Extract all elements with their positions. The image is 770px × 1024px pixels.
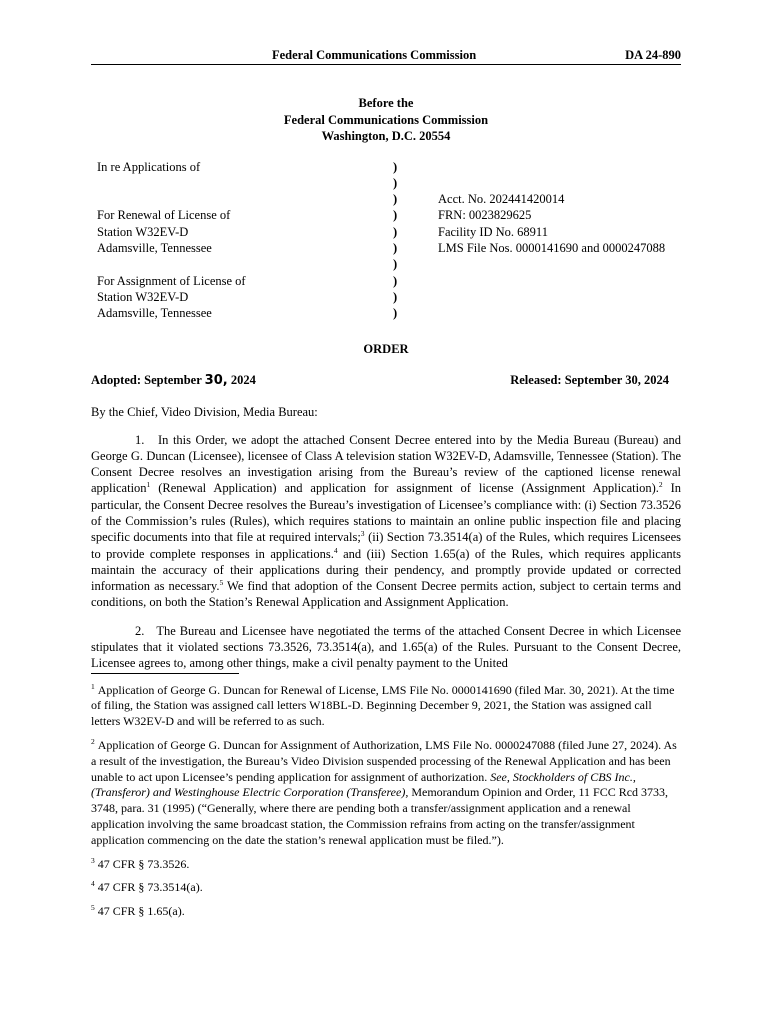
caption-left-line <box>97 256 246 272</box>
paragraph-text: and (iii) Section 1.65(a) of the Rules, which requires applicants maintain the accuracy of their applications during their pendency, and promptly provide updated or corrected information as necessary. <box>91 546 681 594</box>
caption-paren: ) <box>393 289 398 304</box>
footnote-ref[interactable]: 2 <box>658 480 663 490</box>
title-line-1: Before the <box>358 96 414 110</box>
title-line-2: Federal Communications Commission <box>283 112 489 127</box>
paragraph-1 <box>91 432 681 611</box>
footnote-text: Application of George G. Duncan for Renewal of License, LMS File No. 0000141690 (filed Mar. 30, 2021). At the time of filing, the Station was assigned call letters W18BL-D. Beginning December 9, 2021, the Station was assigned call letters W32EV-D and will be referred to as such. <box>91 682 675 729</box>
caption-left-line <box>97 175 246 191</box>
footnote-citation: See, Stockholders of CBS Inc., (Transferor) and Westinghouse Electric Corporation (Transferee), <box>91 769 636 800</box>
footnote-3 <box>91 857 681 873</box>
caption-paren: ) <box>393 175 398 190</box>
footnote-ref[interactable]: 3 <box>360 529 365 539</box>
paragraph-2 <box>91 623 681 672</box>
paragraph-number: 1. <box>135 432 145 447</box>
caption-left-line: Adamsville, Tennessee <box>97 240 212 255</box>
order-title: ORDER <box>363 341 409 356</box>
paragraph-text: We find that adoption of the Consent Decree permits action, subject to certain terms and conditions, on both the Station’s Renewal Application and Assignment Application. <box>91 579 681 610</box>
caption-paren: ) <box>393 224 398 239</box>
footnote-mark: 4 <box>91 879 95 889</box>
footnote-ref[interactable]: 4 <box>333 545 338 555</box>
footnote-mark: 1 <box>91 681 95 691</box>
caption-left-line: Station W32EV-D <box>97 224 189 239</box>
adopted-date <box>91 373 256 388</box>
footnote-ref[interactable]: 1 <box>146 480 151 490</box>
caption-paren: ) <box>393 306 398 321</box>
footnote-1 <box>91 683 681 730</box>
dates-row <box>91 373 681 391</box>
adopted-label: Adopted: September <box>91 372 205 387</box>
footnote-mark: 3 <box>91 855 95 865</box>
adopted-year: 2024 <box>227 372 256 387</box>
caption-left-line: Adamsville, Tennessee <box>97 306 212 321</box>
caption-left-line: Station W32EV-D <box>97 289 189 304</box>
header-doc-number: DA 24-890 <box>625 48 681 62</box>
paragraph-text: (ii) Section 73.3514(a) of the Rules, which requires Licensees to provide complete responses in applications. <box>91 530 681 561</box>
caption-paren: ) <box>393 192 398 207</box>
adopted-day: 30, <box>204 372 228 388</box>
caption-paren: ) <box>393 257 398 272</box>
by-line: By the Chief, Video Division, Media Bureau: <box>91 404 318 419</box>
title-line-3: Washington, D.C. 20554 <box>321 129 451 143</box>
released-date: Released: September 30, 2024 <box>510 372 669 387</box>
page-header <box>91 46 681 65</box>
caption-left-line: In re Applications of <box>97 159 201 174</box>
footnote-text: Application of George G. Duncan for Assignment of Authorization, LMS File No. 0000247088 (filed June 27, 2024). As a result of the investigation, the Bureau’s Video Division suspended processing of the Renewal Application and has been unable to act upon Licensee’s pending application for assignment of authorization. <box>91 738 677 784</box>
paragraph-text: (Renewal Application) and application for assignment of license (Assignment Application). <box>150 481 659 496</box>
facility-id: Facility ID No. 68911 <box>438 224 548 239</box>
lms-file-numbers: LMS File Nos. 0000141690 and 0000247088 <box>438 240 666 255</box>
caption-paren: ) <box>393 208 398 223</box>
header-agency: Federal Communications Commission <box>272 48 477 62</box>
footnote-5 <box>91 904 681 920</box>
paragraph-text: The Bureau and Licensee have negotiated the terms of the attached Consent Decree in which Licensee stipulates that it violated sections 73.3526, 73.3514(a), and 1.65(a) of the Rules. Pursuant to the Consent Decree, Licensee agrees to, among other things, make a civil penalty payment to the United <box>91 623 682 671</box>
account-number: Acct. No. 202441420014 <box>438 192 565 207</box>
paragraph-text: In this Order, we adopt the attached Consent Decree entered into by the Media Bureau (Bureau) and George G. Duncan (Licensee), licensee of Class A television station W32EV-D, Adamsville, Tennessee (Station). The Consent Decree resolves an investigation arising from the Bureau’s review of the captioned license renewal application <box>91 432 681 496</box>
footnote-text: Memorandum Opinion and Order, 11 FCC Rcd 3733, 3748, para. 31 (1995) (“Generally, where there are pending both a transfer/assignment application and a renewal application involving the same broadcast station, the Commission refrains from acting on the transfer/assignment application commencing on the date the station’s renewal application must be filed.”). <box>91 785 669 847</box>
footnote-4 <box>91 880 681 896</box>
paragraph-number: 2. <box>135 623 145 638</box>
footnote-text: 47 CFR § 73.3514(a). <box>97 880 203 895</box>
footnotes <box>91 683 681 920</box>
footnote-text: 47 CFR § 1.65(a). <box>97 904 185 919</box>
footnote-text: 47 CFR § 73.3526. <box>97 856 190 871</box>
footnote-ref[interactable]: 5 <box>219 578 224 588</box>
title-block <box>91 95 681 145</box>
footnote-mark: 2 <box>91 737 95 747</box>
caption-left-line <box>97 191 246 207</box>
case-caption <box>91 159 681 329</box>
caption-paren: ) <box>393 273 398 288</box>
frn-number: FRN: 0023829625 <box>438 208 532 223</box>
caption-left-line: For Assignment of License of <box>97 273 246 288</box>
document-page <box>91 46 681 928</box>
caption-left-line: For Renewal of License of <box>97 208 231 223</box>
caption-parentheses <box>393 159 397 322</box>
caption-left <box>97 159 246 322</box>
caption-paren: ) <box>393 159 398 174</box>
footnote-divider <box>91 673 239 674</box>
paragraph-text: In particular, the Consent Decree resolves the Bureau’s investigation of Licensee’s compliance with: (i) Section 73.3526 of the Commission’s rules (Rules), which requires stations to maintain an online public inspection file and placing specific documents into that file at required intervals; <box>91 481 681 545</box>
caption-right <box>438 191 665 256</box>
footnote-mark: 5 <box>91 903 95 913</box>
footnote-2 <box>91 738 681 849</box>
caption-paren: ) <box>393 240 398 255</box>
